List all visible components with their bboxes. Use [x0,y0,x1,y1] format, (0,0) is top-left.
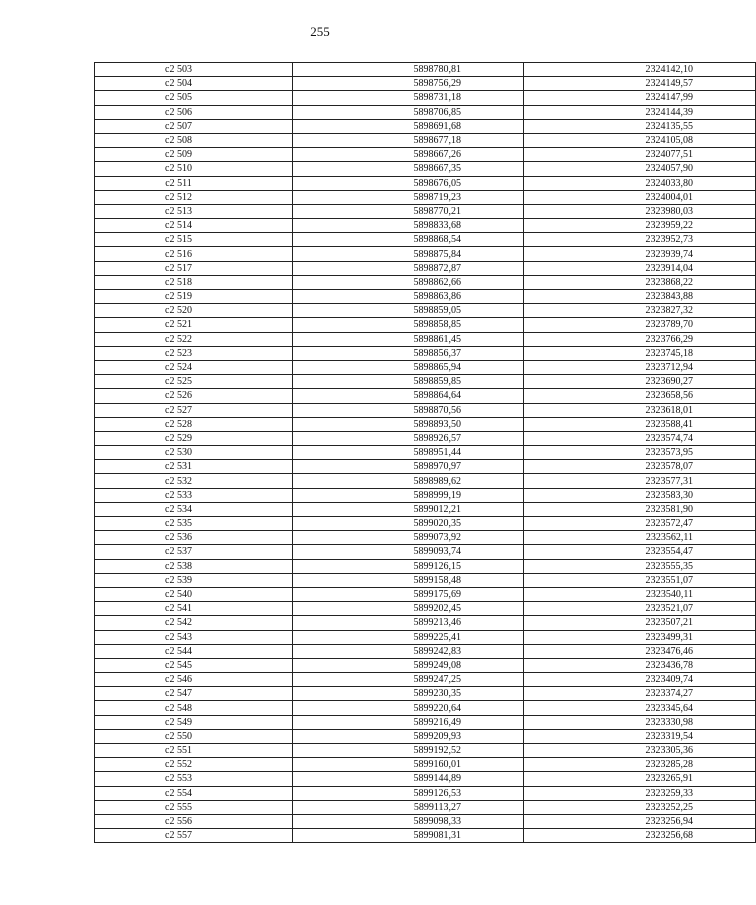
y-coordinate-cell: 2323256,68 [524,829,756,843]
point-id-cell: c2 553 [95,772,293,786]
x-coordinate-cell: 5899126,15 [293,559,524,573]
x-coordinate-cell: 5898862,66 [293,275,524,289]
x-coordinate-cell: 5898859,05 [293,304,524,318]
x-coordinate-cell: 5898780,81 [293,63,524,77]
y-coordinate-cell: 2323499,31 [524,630,756,644]
point-id-cell: c2 556 [95,814,293,828]
x-coordinate-cell: 5898667,35 [293,162,524,176]
y-coordinate-cell: 2324004,01 [524,190,756,204]
point-id-cell: c2 505 [95,91,293,105]
point-id-cell: c2 547 [95,687,293,701]
table-row [95,658,756,672]
point-id-cell: c2 541 [95,602,293,616]
table-row [95,375,756,389]
y-coordinate-cell: 2323789,70 [524,318,756,332]
y-coordinate-cell: 2323766,29 [524,332,756,346]
point-id-cell: c2 533 [95,488,293,502]
x-coordinate-cell: 5898706,85 [293,105,524,119]
table-row [95,701,756,715]
point-id-cell: c2 543 [95,630,293,644]
y-coordinate-cell: 2324105,08 [524,133,756,147]
x-coordinate-cell: 5898859,85 [293,375,524,389]
table-row [95,800,756,814]
x-coordinate-cell: 5899213,46 [293,616,524,630]
table-row [95,630,756,644]
point-id-cell: c2 519 [95,290,293,304]
point-id-cell: c2 542 [95,616,293,630]
y-coordinate-cell: 2323259,33 [524,786,756,800]
x-coordinate-cell: 5898875,84 [293,247,524,261]
table-row [95,119,756,133]
point-id-cell: c2 544 [95,644,293,658]
x-coordinate-cell: 5898667,26 [293,148,524,162]
y-coordinate-cell: 2324147,99 [524,91,756,105]
table-row [95,431,756,445]
point-id-cell: c2 539 [95,573,293,587]
y-coordinate-cell: 2323572,47 [524,517,756,531]
y-coordinate-cell: 2323573,95 [524,446,756,460]
point-id-cell: c2 516 [95,247,293,261]
y-coordinate-cell: 2323577,31 [524,474,756,488]
x-coordinate-cell: 5898893,50 [293,417,524,431]
point-id-cell: c2 520 [95,304,293,318]
y-coordinate-cell: 2323562,11 [524,531,756,545]
y-coordinate-cell: 2323578,07 [524,460,756,474]
table-row [95,644,756,658]
table-row [95,233,756,247]
y-coordinate-cell: 2323345,64 [524,701,756,715]
x-coordinate-cell: 5899216,49 [293,715,524,729]
point-id-cell: c2 506 [95,105,293,119]
y-coordinate-cell: 2323959,22 [524,219,756,233]
y-coordinate-cell: 2323583,30 [524,488,756,502]
y-coordinate-cell: 2323658,56 [524,389,756,403]
point-id-cell: c2 525 [95,375,293,389]
point-id-cell: c2 529 [95,431,293,445]
table-row [95,715,756,729]
table-row [95,176,756,190]
y-coordinate-cell: 2323252,25 [524,800,756,814]
table-row [95,814,756,828]
point-id-cell: c2 531 [95,460,293,474]
y-coordinate-cell: 2323319,54 [524,729,756,743]
y-coordinate-cell: 2323588,41 [524,417,756,431]
x-coordinate-cell: 5899113,27 [293,800,524,814]
x-coordinate-cell: 5899220,64 [293,701,524,715]
x-coordinate-cell: 5898861,45 [293,332,524,346]
point-id-cell: c2 511 [95,176,293,190]
x-coordinate-cell: 5899209,93 [293,729,524,743]
point-id-cell: c2 508 [95,133,293,147]
x-coordinate-cell: 5898863,86 [293,290,524,304]
table-row [95,460,756,474]
point-id-cell: c2 524 [95,360,293,374]
x-coordinate-cell: 5898951,44 [293,446,524,460]
x-coordinate-cell: 5898999,19 [293,488,524,502]
point-id-cell: c2 551 [95,744,293,758]
x-coordinate-cell: 5898677,18 [293,133,524,147]
point-id-cell: c2 557 [95,829,293,843]
y-coordinate-cell: 2323712,94 [524,360,756,374]
coordinates-table [94,62,756,843]
table-row [95,786,756,800]
y-coordinate-cell: 2323952,73 [524,233,756,247]
x-coordinate-cell: 5898872,87 [293,261,524,275]
table-row [95,204,756,218]
x-coordinate-cell: 5898865,94 [293,360,524,374]
y-coordinate-cell: 2323374,27 [524,687,756,701]
y-coordinate-cell: 2323521,07 [524,602,756,616]
table-row [95,772,756,786]
x-coordinate-cell: 5898870,56 [293,403,524,417]
point-id-cell: c2 535 [95,517,293,531]
x-coordinate-cell: 5898926,57 [293,431,524,445]
x-coordinate-cell: 5898858,85 [293,318,524,332]
point-id-cell: c2 504 [95,77,293,91]
x-coordinate-cell: 5898989,62 [293,474,524,488]
x-coordinate-cell: 5898756,29 [293,77,524,91]
table-row [95,602,756,616]
x-coordinate-cell: 5899020,35 [293,517,524,531]
table-row [95,545,756,559]
point-id-cell: c2 526 [95,389,293,403]
y-coordinate-cell: 2323618,01 [524,403,756,417]
table-row [95,616,756,630]
point-id-cell: c2 530 [95,446,293,460]
table-row [95,488,756,502]
y-coordinate-cell: 2323939,74 [524,247,756,261]
y-coordinate-cell: 2324135,55 [524,119,756,133]
x-coordinate-cell: 5899158,48 [293,573,524,587]
table-row [95,332,756,346]
x-coordinate-cell: 5899098,33 [293,814,524,828]
table-row [95,247,756,261]
table-row [95,275,756,289]
y-coordinate-cell: 2323551,07 [524,573,756,587]
table-row [95,77,756,91]
table-row [95,502,756,516]
x-coordinate-cell: 5898691,68 [293,119,524,133]
x-coordinate-cell: 5898868,54 [293,233,524,247]
x-coordinate-cell: 5898833,68 [293,219,524,233]
point-id-cell: c2 507 [95,119,293,133]
x-coordinate-cell: 5899093,74 [293,545,524,559]
point-id-cell: c2 534 [95,502,293,516]
point-id-cell: c2 554 [95,786,293,800]
y-coordinate-cell: 2323914,04 [524,261,756,275]
point-id-cell: c2 521 [95,318,293,332]
point-id-cell: c2 528 [95,417,293,431]
x-coordinate-cell: 5898731,18 [293,91,524,105]
y-coordinate-cell: 2323555,35 [524,559,756,573]
point-id-cell: c2 503 [95,63,293,77]
table-row [95,687,756,701]
y-coordinate-cell: 2324033,80 [524,176,756,190]
x-coordinate-cell: 5898970,97 [293,460,524,474]
table-row [95,304,756,318]
y-coordinate-cell: 2323554,47 [524,545,756,559]
x-coordinate-cell: 5899081,31 [293,829,524,843]
table-row [95,219,756,233]
y-coordinate-cell: 2324077,51 [524,148,756,162]
table-row [95,261,756,275]
point-id-cell: c2 517 [95,261,293,275]
table-row [95,829,756,843]
point-id-cell: c2 515 [95,233,293,247]
y-coordinate-cell: 2323581,90 [524,502,756,516]
table-row [95,559,756,573]
table-row [95,190,756,204]
x-coordinate-cell: 5898864,64 [293,389,524,403]
point-id-cell: c2 513 [95,204,293,218]
table-row [95,403,756,417]
table-row [95,758,756,772]
point-id-cell: c2 512 [95,190,293,204]
x-coordinate-cell: 5898719,23 [293,190,524,204]
table-row [95,290,756,304]
table-row [95,729,756,743]
x-coordinate-cell: 5899192,52 [293,744,524,758]
y-coordinate-cell: 2323265,91 [524,772,756,786]
x-coordinate-cell: 5899225,41 [293,630,524,644]
x-coordinate-cell: 5899249,08 [293,658,524,672]
point-id-cell: c2 552 [95,758,293,772]
x-coordinate-cell: 5899073,92 [293,531,524,545]
table-row [95,91,756,105]
y-coordinate-cell: 2323745,18 [524,346,756,360]
table-row [95,133,756,147]
point-id-cell: c2 538 [95,559,293,573]
x-coordinate-cell: 5898676,05 [293,176,524,190]
point-id-cell: c2 510 [95,162,293,176]
x-coordinate-cell: 5898770,21 [293,204,524,218]
table-row [95,517,756,531]
y-coordinate-cell: 2323540,11 [524,587,756,601]
point-id-cell: c2 540 [95,587,293,601]
table-row [95,360,756,374]
x-coordinate-cell: 5899202,45 [293,602,524,616]
x-coordinate-cell: 5898856,37 [293,346,524,360]
y-coordinate-cell: 2323285,28 [524,758,756,772]
table-row [95,744,756,758]
point-id-cell: c2 550 [95,729,293,743]
point-id-cell: c2 509 [95,148,293,162]
table-row [95,346,756,360]
y-coordinate-cell: 2323868,22 [524,275,756,289]
point-id-cell: c2 527 [95,403,293,417]
table-row [95,474,756,488]
table-row [95,318,756,332]
y-coordinate-cell: 2323305,36 [524,744,756,758]
page-number: 255 [310,24,330,39]
y-coordinate-cell: 2323330,98 [524,715,756,729]
table-row [95,389,756,403]
x-coordinate-cell: 5899160,01 [293,758,524,772]
y-coordinate-cell: 2323827,32 [524,304,756,318]
y-coordinate-cell: 2324057,90 [524,162,756,176]
x-coordinate-cell: 5899230,35 [293,687,524,701]
table-row [95,673,756,687]
y-coordinate-cell: 2323574,74 [524,431,756,445]
point-id-cell: c2 522 [95,332,293,346]
table-row [95,417,756,431]
table-row [95,587,756,601]
point-id-cell: c2 537 [95,545,293,559]
point-id-cell: c2 532 [95,474,293,488]
x-coordinate-cell: 5899175,69 [293,587,524,601]
y-coordinate-cell: 2323980,03 [524,204,756,218]
x-coordinate-cell: 5899144,89 [293,772,524,786]
point-id-cell: c2 546 [95,673,293,687]
point-id-cell: c2 549 [95,715,293,729]
point-id-cell: c2 548 [95,701,293,715]
point-id-cell: c2 518 [95,275,293,289]
y-coordinate-cell: 2323843,88 [524,290,756,304]
table-row [95,446,756,460]
y-coordinate-cell: 2324144,39 [524,105,756,119]
table-row [95,573,756,587]
y-coordinate-cell: 2324142,10 [524,63,756,77]
table-row [95,162,756,176]
table-row [95,105,756,119]
point-id-cell: c2 536 [95,531,293,545]
y-coordinate-cell: 2323690,27 [524,375,756,389]
y-coordinate-cell: 2323409,74 [524,673,756,687]
x-coordinate-cell: 5899242,83 [293,644,524,658]
y-coordinate-cell: 2323256,94 [524,814,756,828]
y-coordinate-cell: 2324149,57 [524,77,756,91]
point-id-cell: c2 545 [95,658,293,672]
coordinates-table-body [95,63,756,843]
point-id-cell: c2 523 [95,346,293,360]
y-coordinate-cell: 2323436,78 [524,658,756,672]
x-coordinate-cell: 5899247,25 [293,673,524,687]
table-row [95,531,756,545]
y-coordinate-cell: 2323507,21 [524,616,756,630]
table-row [95,63,756,77]
table-row [95,148,756,162]
x-coordinate-cell: 5899012,21 [293,502,524,516]
y-coordinate-cell: 2323476,46 [524,644,756,658]
point-id-cell: c2 555 [95,800,293,814]
x-coordinate-cell: 5899126,53 [293,786,524,800]
point-id-cell: c2 514 [95,219,293,233]
